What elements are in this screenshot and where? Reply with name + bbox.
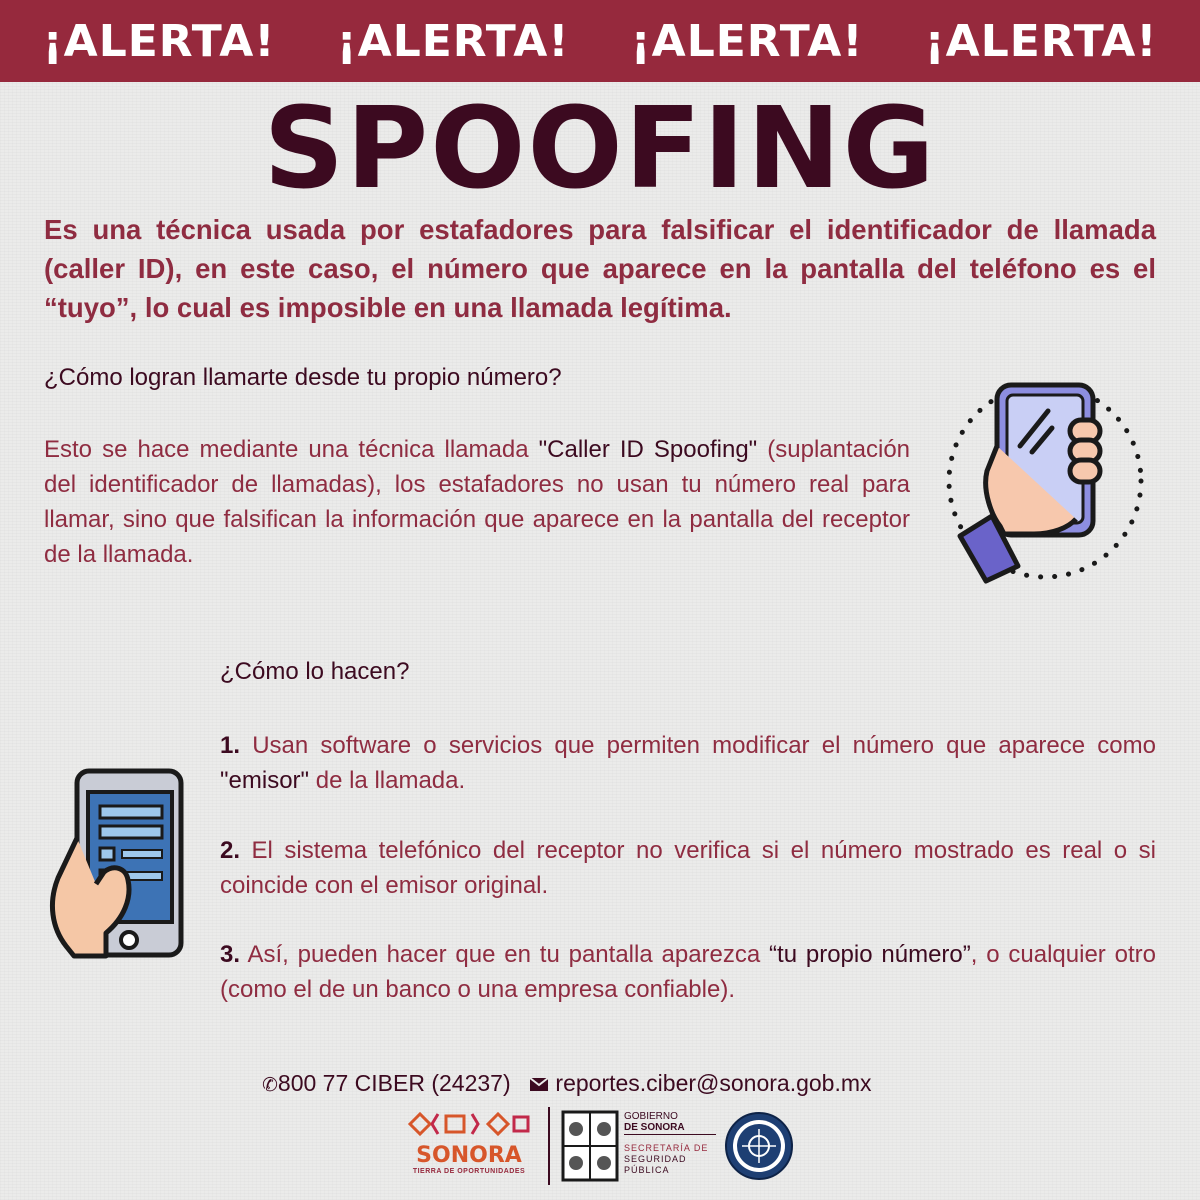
page-title: SPOOFING: [263, 84, 937, 214]
step-text: Usan software o servicios que permiten modificar el número que aparece como: [240, 732, 1156, 759]
sonora-name: SONORA: [416, 1143, 522, 1168]
secretaria-label: [624, 1143, 720, 1176]
contact-phone[interactable]: 800 77 CIBER (24237): [277, 1070, 511, 1096]
step-text: El sistema telefónico del receptor no verifica si el número mostrado es real o si coincide con el emisor original.: [220, 837, 1156, 899]
intro-paragraph: Es una técnica usada por estafadores para falsificar el identificador de llamada (caller ID), en este caso, el número que aparece en la pantalla del teléfono es el “tuyo”, lo cual es imposible en una llamada legítima.: [44, 214, 1156, 323]
gobierno-line2: DE SONORA: [624, 1122, 685, 1133]
step-text-end: , o cualquier otro (como el de un banco o una empresa confiable).: [220, 941, 1156, 1003]
coat-of-arms-icon: [560, 1109, 620, 1183]
step-number: 3.: [220, 941, 241, 968]
contact-email[interactable]: reportes.ciber@sonora.gob.mx: [555, 1070, 872, 1096]
footer-logos: [0, 1105, 1200, 1200]
step-highlight: "emisor": [220, 767, 310, 794]
sonora-logo: [404, 1109, 534, 1185]
divider: [548, 1107, 550, 1185]
sonora-tagline: TIERRA DE OPORTUNIDADES: [412, 1168, 526, 1175]
alert-text: ¡ALERTA!: [42, 15, 276, 67]
step-number: 1.: [220, 732, 241, 759]
step-item: [220, 728, 1156, 798]
step-text-end: de la llamada.: [309, 767, 466, 794]
step-highlight: “tu propio número”: [769, 941, 971, 968]
hand-phone-icon: [940, 376, 1150, 586]
explanation-paragraph: [44, 432, 910, 572]
secretaria-line3: PÚBLICA: [624, 1165, 670, 1175]
explanation-highlight: "Caller ID Spoofing": [538, 436, 758, 463]
sonora-pattern-icon: [404, 1109, 534, 1139]
step-text: Así, pueden hacer que en tu pantalla aparezca: [240, 941, 770, 968]
secretaria-line2: SEGURIDAD: [624, 1154, 687, 1164]
step-item: [220, 937, 1156, 1007]
alert-text: ¡ALERTA!: [924, 15, 1158, 67]
alert-text: ¡ALERTA!: [336, 15, 570, 67]
step-number: 2.: [220, 837, 241, 864]
contact-line: [262, 1070, 1022, 1097]
mail-icon: [529, 1077, 549, 1092]
cyber-unit-badge-icon: [724, 1111, 794, 1181]
step-item: [220, 833, 1156, 903]
question-heading: ¿Cómo logran llamarte desde tu propio número?: [44, 364, 562, 391]
alert-text: ¡ALERTA!: [630, 15, 864, 67]
explanation-text-end: (suplantación del identificador de llamadas), los estafadores no usan tu número real para llamar, sino que falsifican la información que aparece en la pantalla del receptor de la llamada.: [44, 436, 911, 568]
explanation-text: Esto se hace mediante una técnica llamada: [44, 436, 539, 463]
how-heading: ¿Cómo lo hacen?: [220, 658, 410, 685]
phone-list-icon: [44, 768, 186, 960]
gobierno-line1: GOBIERNO: [624, 1111, 678, 1122]
phone-icon: ✆: [262, 1075, 278, 1096]
alert-banner: [0, 0, 1200, 82]
secretaria-line1: SECRETARÍA DE: [624, 1143, 709, 1153]
gobierno-label: [624, 1111, 716, 1135]
